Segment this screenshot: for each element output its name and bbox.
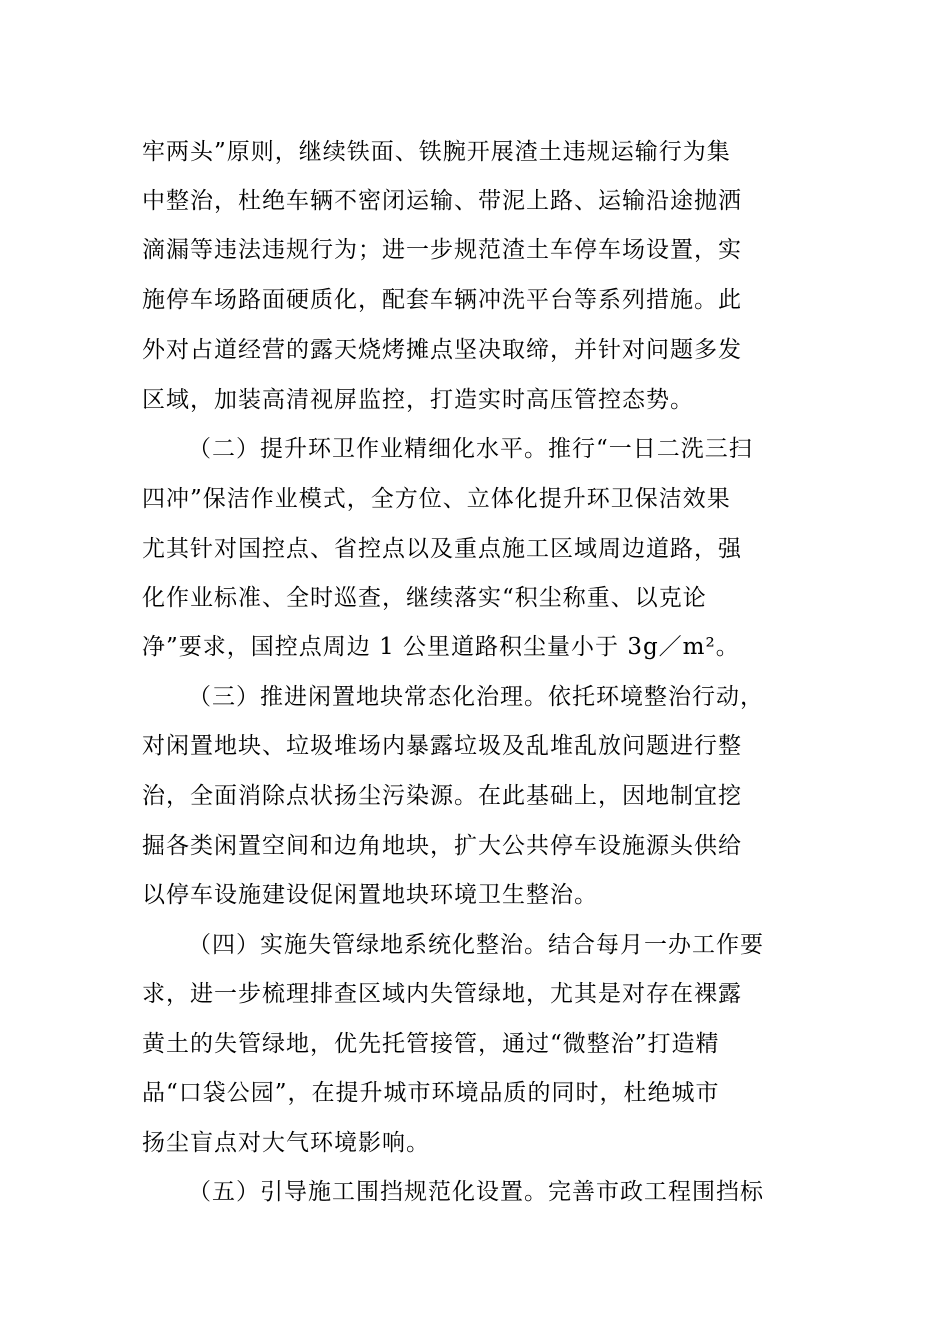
text-line: 扬尘盲点对大气环境影响。 (142, 1130, 430, 1156)
paragraph-heading: （二）提升环卫作业精细化水平。推行“一日二洗三扫 (188, 436, 753, 462)
text-line: 治，全面消除点状扬尘污染源。在此基础上，因地制宜挖 (142, 783, 742, 809)
text-line: 牢两头”原则，继续铁面、铁腕开展渣土违规运输行为集 (142, 139, 731, 165)
text-line: 以停车设施建设促闲置地块环境卫生整治。 (142, 882, 598, 908)
text-line: 掘各类闲置空间和边角地块，扩大公共停车设施源头供给 (142, 833, 742, 859)
text-line: 化作业标准、全时巡查，继续落实“积尘称重、以克论 (142, 585, 707, 611)
text-line: 净”要求，国控点周边 1 公里道路积尘量小于 3g／m²。 (142, 634, 740, 660)
text-line: 中整治，杜绝车辆不密闭运输、带泥上路、运输沿途抛洒 (142, 188, 742, 214)
text-line: 四冲”保洁作业模式，全方位、立体化提升环卫保洁效果 (142, 486, 731, 512)
text-line: 施停车场路面硬质化，配套车辆冲洗平台等系列措施。此 (142, 287, 742, 313)
text-line: 滴漏等违法违规行为；进一步规范渣土车停车场设置，实 (142, 237, 742, 263)
text-line: 求，进一步梳理排查区域内失管绿地，尤其是对存在裸露 (142, 981, 742, 1007)
text-line: 尤其针对国控点、省控点以及重点施工区域周边道路，强 (142, 536, 742, 562)
paragraph-heading: （四）实施失管绿地系统化整治。结合每月一办工作要 (188, 932, 764, 958)
paragraph-heading: （三）推进闲置地块常态化治理。依托环境整治行动， (188, 684, 764, 710)
text-line: 区域，加装高清视屏监控，打造实时高压管控态势。 (142, 387, 694, 413)
text-line: 对闲置地块、垃圾堆场内暴露垃圾及乱堆乱放问题进行整 (142, 733, 742, 759)
text-line: 外对占道经营的露天烧烤摊点坚决取缔，并针对问题多发 (142, 337, 742, 363)
paragraph-heading: （五）引导施工围挡规范化设置。完善市政工程围挡标 (188, 1179, 764, 1205)
text-line: 黄土的失管绿地，优先托管接管，通过“微整治”打造精 (142, 1031, 720, 1057)
text-line: 品“口袋公园”，在提升城市环境品质的同时，杜绝城市 (142, 1080, 720, 1106)
